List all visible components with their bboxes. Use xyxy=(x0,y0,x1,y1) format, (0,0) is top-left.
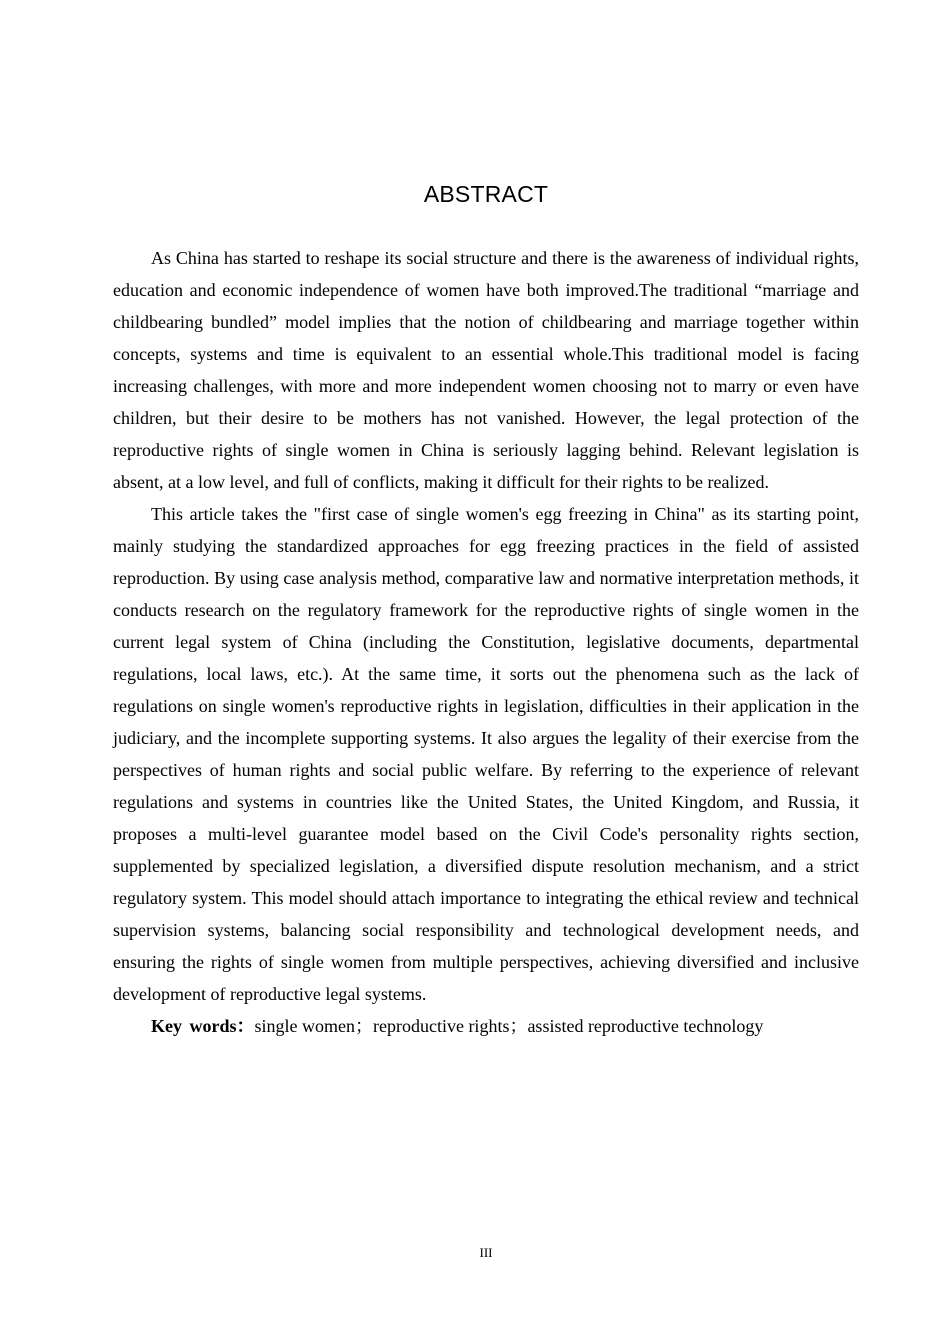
abstract-body xyxy=(113,242,859,1042)
keywords-text: single women；reproductive rights；assisted reproductive technology xyxy=(254,1016,764,1036)
keywords-line xyxy=(113,1010,859,1042)
abstract-title: ABSTRACT xyxy=(423,181,549,207)
abstract-paragraph-1: As China has started to reshape its social structure and there is the awareness of individual rights, education and economic independence of women have both improved.The traditional “marriage and childbearing bundled” model implies that the notion of childbearing and marriage together within concepts, systems and time is equivalent to an essential whole.This traditional model is facing increasing challenges, with more and more independent women choosing not to marry or even have children, but their desire to be mothers has not vanished. However, the legal protection of the reproductive rights of single women in China is seriously lagging behind. Relevant legislation is absent, at a low level, and full of conflicts, making it difficult for their rights to be realized. xyxy=(113,248,859,492)
page-number: III xyxy=(479,1245,493,1260)
abstract-paragraph-2: This article takes the "first case of single women's egg freezing in China" as its starting point, mainly studying the standardized approaches for egg freezing practices in the field of assisted reproduction. By using case analysis method, comparative law and normative interpretation methods, it conducts research on the regulatory framework for the reproductive rights of single women in the current legal system of China (including the Constitution, legislative documents, departmental regulations, local laws, etc.). At the same time, it sorts out the phenomena such as the lack of regulations on single women's reproductive rights in legislation, difficulties in their application in the judiciary, and the incomplete supporting systems. It also argues the legality of their exercise from the perspectives of human rights and social public welfare. By referring to the experience of relevant regulations and systems in countries like the United States, the United Kingdom, and Russia, it proposes a multi-level guarantee model based on the Civil Code's personality rights section, supplemented by specialized legislation, a diversified dispute resolution mechanism, and a strict regulatory system. This model should attach importance to integrating the ethical review and technical supervision systems, balancing social responsibility and technological development needs, and ensuring the rights of single women from multiple perspectives, achieving diversified and inclusive development of reproductive legal systems. xyxy=(113,504,859,1004)
keywords-label: Key words： xyxy=(151,1016,255,1036)
